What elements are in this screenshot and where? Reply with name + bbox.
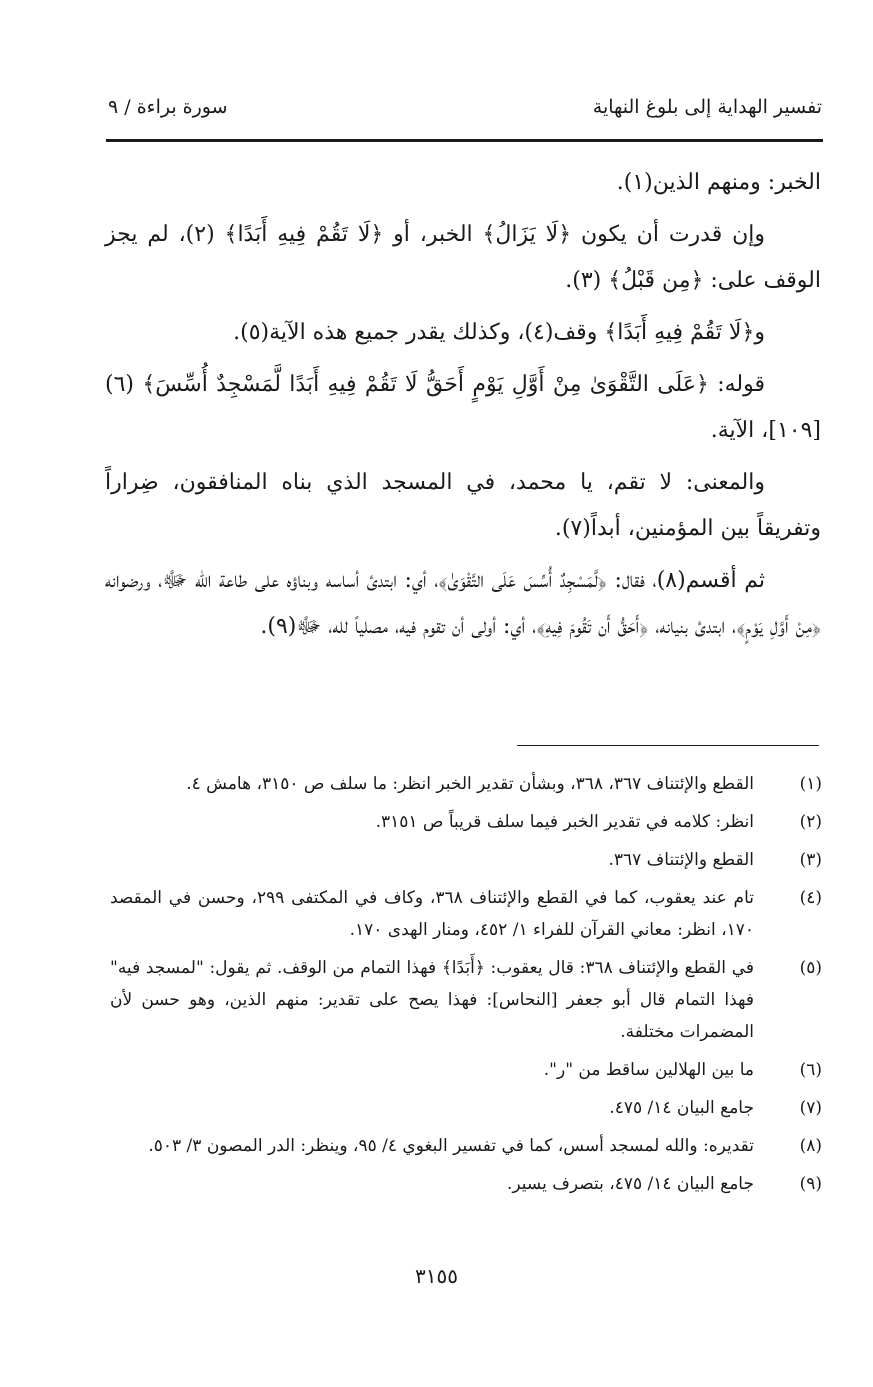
- footnote-text: تام عند يعقوب، كما في القطع والإئتناف ٣٦٨، وكاف في المكتفى ٢٩٩، وحسن في المقصد ١٧٠، انظر: معاني القرآن للفراء ١/ ٤٥٢، ومنار الهدى ١٧٠.: [110, 888, 754, 940]
- footnote-text: انظر: كلامه في تقدير الخبر فيما سلف قريباً ص ٣١٥١.: [375, 812, 754, 832]
- footnote-number: (٧): [799, 1098, 822, 1118]
- footnote-divider: [517, 745, 819, 746]
- footnote: [110, 952, 822, 1048]
- footnote-number: (٦): [799, 1060, 822, 1080]
- page-number: ٣١٥٥: [415, 1264, 458, 1288]
- footnote-text: جامع البيان ١٤/ ٤٧٥.: [609, 1098, 754, 1118]
- footnote: [110, 1168, 822, 1200]
- footnote: [110, 806, 822, 838]
- main-text: [105, 160, 821, 656]
- paragraph: وإن قدرت أن يكون ﴿لَا يَزَالُ﴾ الخبر، أو ﴿لَا تَقُمْ فِيهِ أَبَدًا﴾ (٢)، لم يجز الوقف على: ﴿مِن قَبْلُ﴾ (٣).: [105, 222, 821, 293]
- running-header: [108, 96, 822, 130]
- footnote: [110, 1092, 822, 1124]
- footnote: [110, 882, 822, 946]
- footnote-number: (٥): [799, 958, 822, 978]
- footnote-text: جامع البيان ١٤/ ٤٧٥، بتصرف يسير.: [506, 1174, 754, 1194]
- surah-reference: سورة براءة / ٩: [108, 96, 228, 118]
- footnote-text: القطع والإئتناف ٣٦٧.: [608, 850, 754, 870]
- paragraph: و﴿لَا تَقُمْ فِيهِ أَبَدًا﴾ وقف(٤)، وكذلك يقدر جميع هذه الآية(٥).: [233, 320, 765, 345]
- book-title: تفسير الهداية إلى بلوغ النهاية: [592, 96, 822, 118]
- footnote-text: القطع والإئتناف ٣٦٧، ٣٦٨، وبشأن تقدير الخبر انظر: ما سلف ص ٣١٥٠، هامش ٤.: [186, 774, 754, 794]
- footnote-text: تقديره: والله لمسجد أسس، كما في تفسير البغوي ٤/ ٩٥، وينظر: الدر المصون ٣/ ٥٠٣.: [148, 1136, 754, 1156]
- footnote-number: (٣): [799, 850, 822, 870]
- header-divider: [106, 139, 823, 142]
- footnote: [110, 768, 822, 800]
- footnote-number: (٢): [799, 812, 822, 832]
- footnote-text: ما بين الهلالين ساقط من "ر".: [543, 1060, 754, 1080]
- footnotes: [110, 768, 822, 1206]
- footnote-number: (٤): [799, 888, 822, 908]
- footnote: [110, 1054, 822, 1086]
- footnote-number: (١): [799, 774, 822, 794]
- footnote: [110, 844, 822, 876]
- paragraph: والمعنى: لا تقم، يا محمد، في المسجد الذي بناه المنافقون، ضِراراً وتفريقاً بين المؤمنين، أبداً(٧).: [105, 470, 821, 541]
- paragraph: ثم أقسم(٨)، فقال: ﴿لَّمَسْجِدٌ أُسِّسَ عَلَى التَّقْوَىٰ﴾، أي: ابتدئ أساسه وبناؤه على طاعة الله ﷻ، ورضوانه ﴿مِنْ أَوَّلِ يَوْمٍ﴾، ابتدئ بنيانه، ﴿أَحَقُّ أَن تَقُومَ فِيهِ﴾، أي: أولى أن تقوم فيه، مصلياً لله، ﷻ(٩).: [105, 568, 821, 639]
- footnote: [110, 1130, 822, 1162]
- footnote-number: (٩): [799, 1174, 822, 1194]
- paragraph: قوله: ﴿عَلَى التَّقْوَىٰ مِنْ أَوَّلِ يَوْمٍ أَحَقُّ لَا تَقُمْ فِيهِ أَبَدًا لَّمَسْجِدٌ أُسِّسَ﴾ (٦)[١٠٩]، الآية.: [105, 372, 821, 443]
- footnote-number: (٨): [799, 1136, 822, 1156]
- footnote-text: في القطع والإئتناف ٣٦٨: قال يعقوب: ﴿أَبَدًا﴾ فهذا التمام من الوقف. ثم يقول: "لمسجد فيه" فهذا التمام قال أبو جعفر [النحاس]: فهذا يصح على تقدير: منهم الذين، وهو حسن لأن المضمرات مختلفة.: [110, 958, 754, 1042]
- paragraph: الخبر: ومنهم الذين(١).: [616, 170, 821, 195]
